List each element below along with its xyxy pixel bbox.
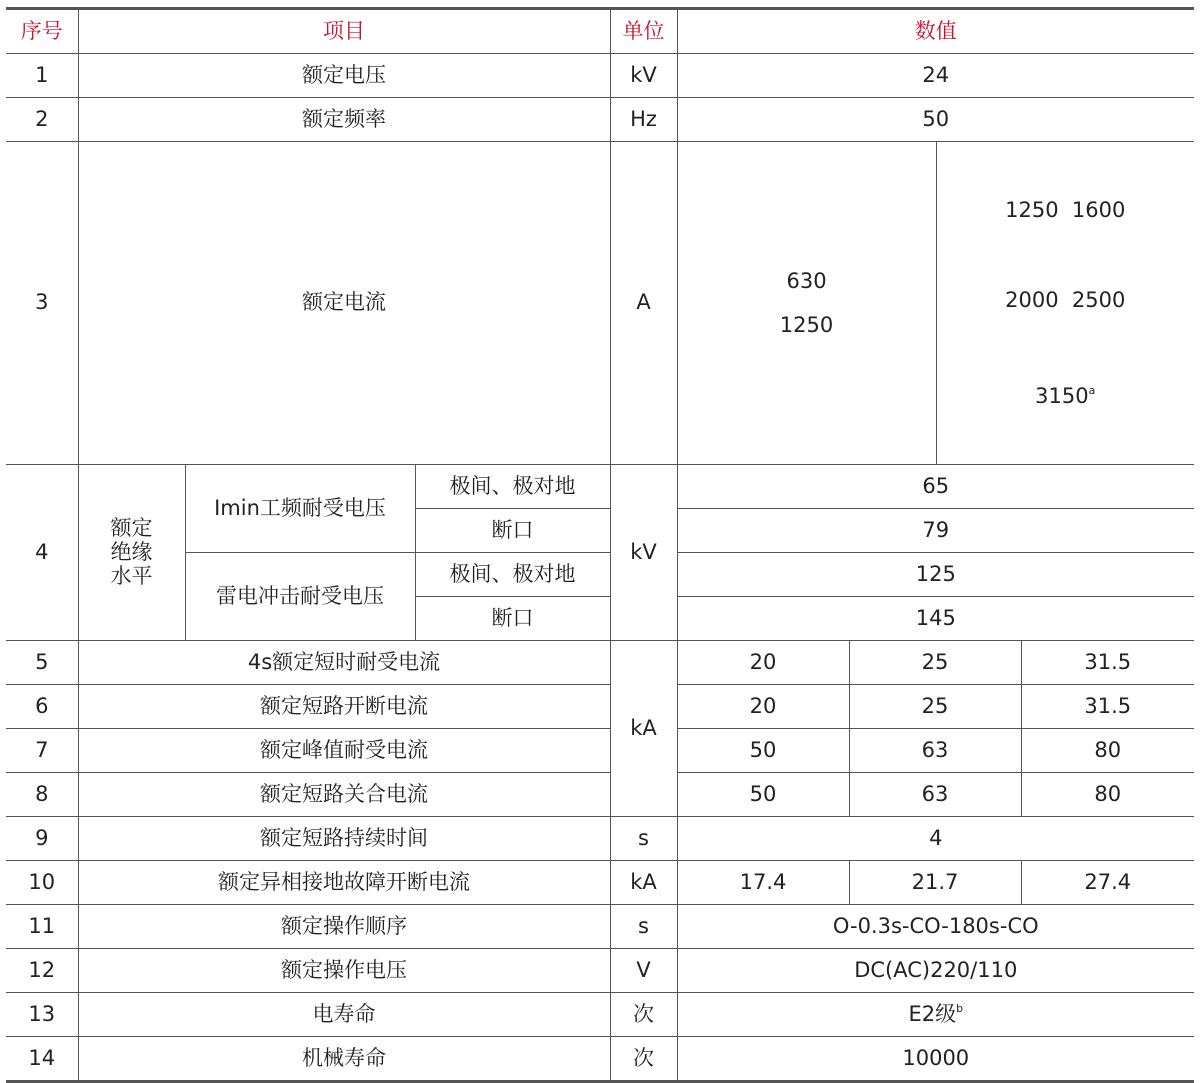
row-item: 额定操作电压 [78,948,610,992]
row-item: 4s额定短时耐受电流 [78,640,610,684]
row-item: 额定短路关合电流 [78,772,610,816]
row-item: 额定电流 [78,142,610,465]
row-value: 25 [849,640,1021,684]
row-value: E2级$^b$ [677,992,1194,1036]
pole-to-ground-label: 极间、极对地 [415,552,610,596]
value-line: 2000 2500 [1005,288,1126,313]
table-row [6,1036,1194,1081]
isolating-gap-label: 断口 [415,508,610,552]
row-value: 4 [677,816,1194,860]
table-row [6,992,1194,1036]
table-row [6,464,1194,508]
row-unit: s [610,904,677,948]
row-item: 机械寿命 [78,1036,610,1081]
row-unit: 次 [610,1036,677,1081]
value-line: 630 [786,268,827,293]
row-no: 4 [6,464,78,640]
row-unit: 次 [610,992,677,1036]
footnote-marker: b [956,1001,964,1015]
header-value: 数值 [677,9,1194,54]
row-item: 额定短路开断电流 [78,684,610,728]
table-row [6,816,1194,860]
row-value: 31.5 [1021,640,1194,684]
table-row [6,142,1194,465]
row-no: 6 [6,684,78,728]
lightning-impulse-label: 雷电冲击耐受电压 [185,552,415,640]
table-row [6,860,1194,904]
row-no: 9 [6,816,78,860]
row-value: 80 [1021,728,1194,772]
row-item: 额定异相接地故障开断电流 [78,860,610,904]
row-value: 17.4 [677,860,849,904]
insulation-group-label: 额定 绝缘 水平 [78,464,185,640]
row-no: 12 [6,948,78,992]
pole-to-ground-label: 极间、极对地 [415,464,610,508]
row-value: O-0.3s-CO-180s-CO [677,904,1194,948]
row-item: 额定电压 [78,54,610,98]
row-no: 13 [6,992,78,1036]
table-row [6,552,1194,596]
row-value: 79 [677,508,1194,552]
header-no: 序号 [6,9,78,54]
row-item: 额定峰值耐受电流 [78,728,610,772]
row-unit: kA [610,860,677,904]
row-unit: Hz [610,98,677,142]
value-line: 1250 [779,312,834,337]
row-value: 25 [849,684,1021,728]
row-unit: s [610,816,677,860]
row-value: 63 [849,728,1021,772]
row-value: 145 [677,596,1194,640]
power-frequency-label: Imin工频耐受电压 [185,464,415,552]
row-unit: A [610,142,677,465]
table-row [6,728,1194,772]
spec-table [6,7,1194,1083]
row-unit: kV [610,54,677,98]
row-value: 31.5 [1021,684,1194,728]
table-row [6,948,1194,992]
row-value: 125 [677,552,1194,596]
row-value: DC(AC)220/110 [677,948,1194,992]
row-no: 3 [6,142,78,465]
rated-current-values-a [677,142,936,465]
row-value: 50 [677,772,849,816]
row-value: 20 [677,684,849,728]
isolating-gap-label: 断口 [415,596,610,640]
table-row [6,98,1194,142]
row-value: 21.7 [849,860,1021,904]
row-no: 5 [6,640,78,684]
row-value: 65 [677,464,1194,508]
row-no: 10 [6,860,78,904]
value-line: 1250 1600 [1005,198,1126,223]
row-value: 10000 [677,1036,1194,1081]
table-row [6,640,1194,684]
row-no: 1 [6,54,78,98]
row-unit: kA [610,640,677,816]
rated-current-values-b [936,142,1194,465]
row-unit: V [610,948,677,992]
row-item: 额定操作顺序 [78,904,610,948]
row-no: 14 [6,1036,78,1081]
header-item: 项目 [78,9,610,54]
table-row [6,772,1194,816]
row-value: 50 [677,728,849,772]
row-no: 7 [6,728,78,772]
table-row [6,54,1194,98]
row-value: 20 [677,640,849,684]
table-row [6,904,1194,948]
row-item: 额定短路持续时间 [78,816,610,860]
row-value: 80 [1021,772,1194,816]
row-no: 8 [6,772,78,816]
row-value: 63 [849,772,1021,816]
value-line: 3150$^a$ [1035,383,1096,408]
header-unit: 单位 [610,9,677,54]
row-no: 2 [6,98,78,142]
row-unit: kV [610,464,677,640]
row-no: 11 [6,904,78,948]
row-value: 50 [677,98,1194,142]
row-value: 24 [677,54,1194,98]
table-row [6,684,1194,728]
header-row [6,9,1194,54]
row-item: 电寿命 [78,992,610,1036]
row-value: 27.4 [1021,860,1194,904]
row-item: 额定频率 [78,98,610,142]
footnote-marker: a [1088,383,1096,397]
